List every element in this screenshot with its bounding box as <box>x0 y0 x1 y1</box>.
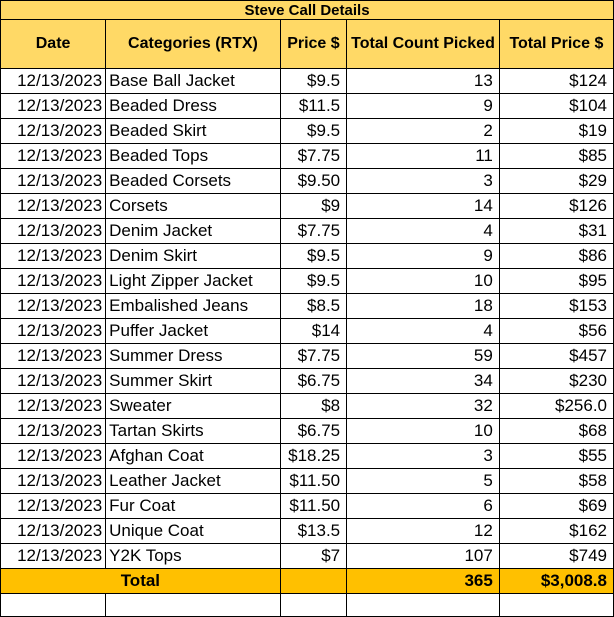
cell-count[interactable]: 2 <box>347 119 500 144</box>
cell-count[interactable]: 18 <box>347 294 500 319</box>
cell-price[interactable]: $9.5 <box>280 244 346 269</box>
cell-price[interactable]: $11.50 <box>280 494 346 519</box>
table-row <box>1 69 614 94</box>
empty-cell[interactable] <box>347 594 500 617</box>
cell-total[interactable]: $457 <box>499 344 613 369</box>
cell-date[interactable]: 12/13/2023 <box>1 444 106 469</box>
cell-date[interactable]: 12/13/2023 <box>1 319 106 344</box>
cell-price[interactable]: $9.5 <box>280 269 346 294</box>
cell-price[interactable]: $11.5 <box>280 94 346 119</box>
cell-total[interactable]: $153 <box>499 294 613 319</box>
cell-count[interactable]: 32 <box>347 394 500 419</box>
cell-category[interactable]: Beaded Dress <box>106 94 281 119</box>
table-row <box>1 444 614 469</box>
cell-total[interactable]: $749 <box>499 544 613 569</box>
cell-price[interactable]: $9 <box>280 194 346 219</box>
cell-category[interactable]: Y2K Tops <box>106 544 281 569</box>
cell-category[interactable]: Denim Jacket <box>106 219 281 244</box>
cell-category[interactable]: Light Zipper Jacket <box>106 269 281 294</box>
cell-total[interactable]: $68 <box>499 419 613 444</box>
cell-count[interactable]: 4 <box>347 319 500 344</box>
cell-category[interactable]: Summer Skirt <box>106 369 281 394</box>
cell-total[interactable]: $58 <box>499 469 613 494</box>
cell-date[interactable]: 12/13/2023 <box>1 269 106 294</box>
table-row <box>1 344 614 369</box>
cell-total[interactable]: $162 <box>499 519 613 544</box>
table-row <box>1 494 614 519</box>
cell-total[interactable]: $69 <box>499 494 613 519</box>
cell-category[interactable]: Fur Coat <box>106 494 281 519</box>
total-price-empty[interactable] <box>280 569 346 594</box>
cell-price[interactable]: $7.75 <box>280 219 346 244</box>
cell-price[interactable]: $13.5 <box>280 519 346 544</box>
cell-count[interactable]: 4 <box>347 219 500 244</box>
cell-category[interactable]: Leather Jacket <box>106 469 281 494</box>
cell-date[interactable]: 12/13/2023 <box>1 494 106 519</box>
cell-category[interactable]: Beaded Tops <box>106 144 281 169</box>
cell-count[interactable]: 13 <box>347 69 500 94</box>
table-row <box>1 469 614 494</box>
header-category[interactable]: Categories (RTX) <box>106 20 281 69</box>
cell-date[interactable]: 12/13/2023 <box>1 244 106 269</box>
cell-total[interactable]: $56 <box>499 319 613 344</box>
cell-total[interactable]: $126 <box>499 194 613 219</box>
empty-cell[interactable] <box>280 594 346 617</box>
cell-category[interactable]: Base Ball Jacket <box>106 69 281 94</box>
cell-date[interactable]: 12/13/2023 <box>1 519 106 544</box>
cell-category[interactable]: Afghan Coat <box>106 444 281 469</box>
cell-count[interactable]: 12 <box>347 519 500 544</box>
cell-date[interactable]: 12/13/2023 <box>1 294 106 319</box>
cell-total[interactable]: $86 <box>499 244 613 269</box>
table-row <box>1 244 614 269</box>
total-price[interactable]: $3,008.8 <box>499 569 613 594</box>
table-row <box>1 319 614 344</box>
cell-date[interactable]: 12/13/2023 <box>1 394 106 419</box>
header-count[interactable]: Total Count Picked <box>347 20 500 69</box>
cell-price[interactable]: $11.50 <box>280 469 346 494</box>
table-row <box>1 519 614 544</box>
total-label[interactable]: Total <box>1 569 281 594</box>
header-total[interactable]: Total Price $ <box>499 20 613 69</box>
cell-price[interactable]: $7 <box>280 544 346 569</box>
cell-count[interactable]: 3 <box>347 169 500 194</box>
total-count[interactable]: 365 <box>347 569 500 594</box>
cell-price[interactable]: $6.75 <box>280 419 346 444</box>
empty-cell[interactable] <box>499 594 613 617</box>
empty-cell[interactable] <box>106 594 281 617</box>
table-row <box>1 369 614 394</box>
cell-count[interactable]: 107 <box>347 544 500 569</box>
cell-category[interactable]: Unique Coat <box>106 519 281 544</box>
cell-date[interactable]: 12/13/2023 <box>1 344 106 369</box>
cell-date[interactable]: 12/13/2023 <box>1 419 106 444</box>
table-row <box>1 294 614 319</box>
table-row <box>1 219 614 244</box>
cell-count[interactable]: 34 <box>347 369 500 394</box>
cell-price[interactable]: $6.75 <box>280 369 346 394</box>
cell-price[interactable]: $9.50 <box>280 169 346 194</box>
header-price[interactable]: Price $ <box>280 20 346 69</box>
cell-category[interactable]: Embalished Jeans <box>106 294 281 319</box>
cell-count[interactable]: 14 <box>347 194 500 219</box>
cell-price[interactable]: $7.75 <box>280 344 346 369</box>
cell-total[interactable]: $104 <box>499 94 613 119</box>
cell-date[interactable]: 12/13/2023 <box>1 469 106 494</box>
table-row <box>1 544 614 569</box>
cell-count[interactable]: 9 <box>347 94 500 119</box>
cell-count[interactable]: 10 <box>347 419 500 444</box>
cell-category[interactable]: Puffer Jacket <box>106 319 281 344</box>
cell-total[interactable]: $55 <box>499 444 613 469</box>
cell-count[interactable]: 6 <box>347 494 500 519</box>
cell-count[interactable]: 11 <box>347 144 500 169</box>
cell-category[interactable]: Corsets <box>106 194 281 219</box>
cell-date[interactable]: 12/13/2023 <box>1 544 106 569</box>
cell-date[interactable]: 12/13/2023 <box>1 194 106 219</box>
sheet-title[interactable]: Steve Call Details <box>1 1 614 20</box>
cell-price[interactable]: $9.5 <box>280 69 346 94</box>
cell-count[interactable]: 3 <box>347 444 500 469</box>
cell-price[interactable]: $8 <box>280 394 346 419</box>
cell-category[interactable]: Sweater <box>106 394 281 419</box>
cell-count[interactable]: 59 <box>347 344 500 369</box>
cell-category[interactable]: Summer Dress <box>106 344 281 369</box>
empty-cell[interactable] <box>1 594 106 617</box>
cell-total[interactable]: $31 <box>499 219 613 244</box>
cell-category[interactable]: Beaded Corsets <box>106 169 281 194</box>
cell-category[interactable]: Denim Skirt <box>106 244 281 269</box>
cell-date[interactable]: 12/13/2023 <box>1 219 106 244</box>
cell-count[interactable]: 9 <box>347 244 500 269</box>
cell-date[interactable]: 12/13/2023 <box>1 369 106 394</box>
header-date[interactable]: Date <box>1 20 106 69</box>
table-row <box>1 394 614 419</box>
cell-price[interactable]: $7.75 <box>280 144 346 169</box>
cell-total[interactable]: $85 <box>499 144 613 169</box>
cell-date[interactable]: 12/13/2023 <box>1 69 106 94</box>
total-row <box>1 569 614 594</box>
cell-price[interactable]: $8.5 <box>280 294 346 319</box>
empty-grid-row <box>1 594 614 617</box>
cell-date[interactable]: 12/13/2023 <box>1 169 106 194</box>
header-row <box>1 20 614 69</box>
cell-price[interactable]: $9.5 <box>280 119 346 144</box>
cell-category[interactable]: Beaded Skirt <box>106 119 281 144</box>
cell-total[interactable]: $124 <box>499 69 613 94</box>
cell-total[interactable]: $29 <box>499 169 613 194</box>
table-row <box>1 144 614 169</box>
cell-date[interactable]: 12/13/2023 <box>1 144 106 169</box>
table-row <box>1 419 614 444</box>
cell-total[interactable]: $230 <box>499 369 613 394</box>
table-row <box>1 169 614 194</box>
cell-date[interactable]: 12/13/2023 <box>1 119 106 144</box>
cell-price[interactable]: $18.25 <box>280 444 346 469</box>
cell-category[interactable]: Tartan Skirts <box>106 419 281 444</box>
cell-total[interactable]: $95 <box>499 269 613 294</box>
table-row <box>1 194 614 219</box>
cell-count[interactable]: 10 <box>347 269 500 294</box>
table-row <box>1 94 614 119</box>
cell-price[interactable]: $14 <box>280 319 346 344</box>
table-row <box>1 119 614 144</box>
cell-count[interactable]: 5 <box>347 469 500 494</box>
cell-total[interactable]: $19 <box>499 119 613 144</box>
table-row <box>1 269 614 294</box>
title-row <box>1 1 614 20</box>
cell-total[interactable]: $256.0 <box>499 394 613 419</box>
cell-date[interactable]: 12/13/2023 <box>1 94 106 119</box>
